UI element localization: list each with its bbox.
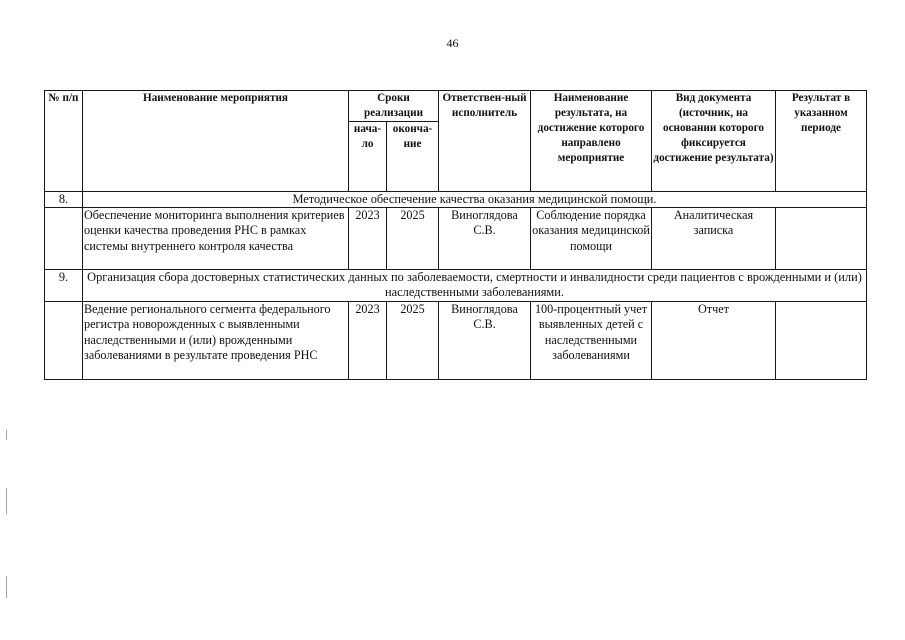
row-doc: Аналитическая записка xyxy=(652,208,776,270)
row-end: 2025 xyxy=(387,208,439,270)
row-name: Обеспечение мониторинга выполнения критериев оценки качества проведения РНС в рамках системы внутреннего контроля качества xyxy=(83,208,349,270)
header-period-result: Результат в указанном периоде xyxy=(776,91,867,192)
section-title: Методическое обеспечение качества оказания медицинской помощи. xyxy=(83,192,867,208)
header-terms: Сроки реализации xyxy=(349,91,439,122)
table-row xyxy=(45,302,867,380)
row-period xyxy=(776,302,867,380)
row-result: 100-процентный учет выявленных детей с наследственными заболеваниями xyxy=(531,302,652,380)
header-name: Наименование мероприятия xyxy=(83,91,349,192)
section-row xyxy=(45,270,867,302)
page-number: 46 xyxy=(446,36,459,50)
section-number: 9. xyxy=(45,270,83,302)
scan-mark xyxy=(6,576,7,598)
header-start: нача-ло xyxy=(349,122,387,192)
row-result: Соблюдение порядка оказания медицинской помощи xyxy=(531,208,652,270)
row-name: Ведение регионального сегмента федерального регистра новорожденных с выявленными наследственными и (или) врожденными заболеваниями в результате проведения РНС xyxy=(83,302,349,380)
row-number xyxy=(45,208,83,270)
header-result-name: Наименование результата, на достижение которого направлено мероприятие xyxy=(531,91,652,192)
row-period xyxy=(776,208,867,270)
scan-mark xyxy=(6,488,7,514)
row-doc: Отчет xyxy=(652,302,776,380)
row-start: 2023 xyxy=(349,302,387,380)
row-end: 2025 xyxy=(387,302,439,380)
table-row xyxy=(45,208,867,270)
row-number xyxy=(45,302,83,380)
header-doc-type: Вид документа (источник, на основании которого фиксируется достижение результата) xyxy=(652,91,776,192)
row-start: 2023 xyxy=(349,208,387,270)
scan-mark xyxy=(6,430,7,440)
section-title: Организация сбора достоверных статистических данных по заболеваемости, смертности и инвалидности среди пациентов с врожденными и (или) наследственными заболеваниями. xyxy=(83,270,867,302)
header-end: оконча-ние xyxy=(387,122,439,192)
row-executor: Виноглядова С.В. xyxy=(439,302,531,380)
section-row xyxy=(45,192,867,208)
header-executor: Ответствен-ный исполнитель xyxy=(439,91,531,192)
section-number: 8. xyxy=(45,192,83,208)
row-executor: Виноглядова С.В. xyxy=(439,208,531,270)
plan-table xyxy=(44,90,867,380)
header-num: № п/п xyxy=(45,91,83,192)
